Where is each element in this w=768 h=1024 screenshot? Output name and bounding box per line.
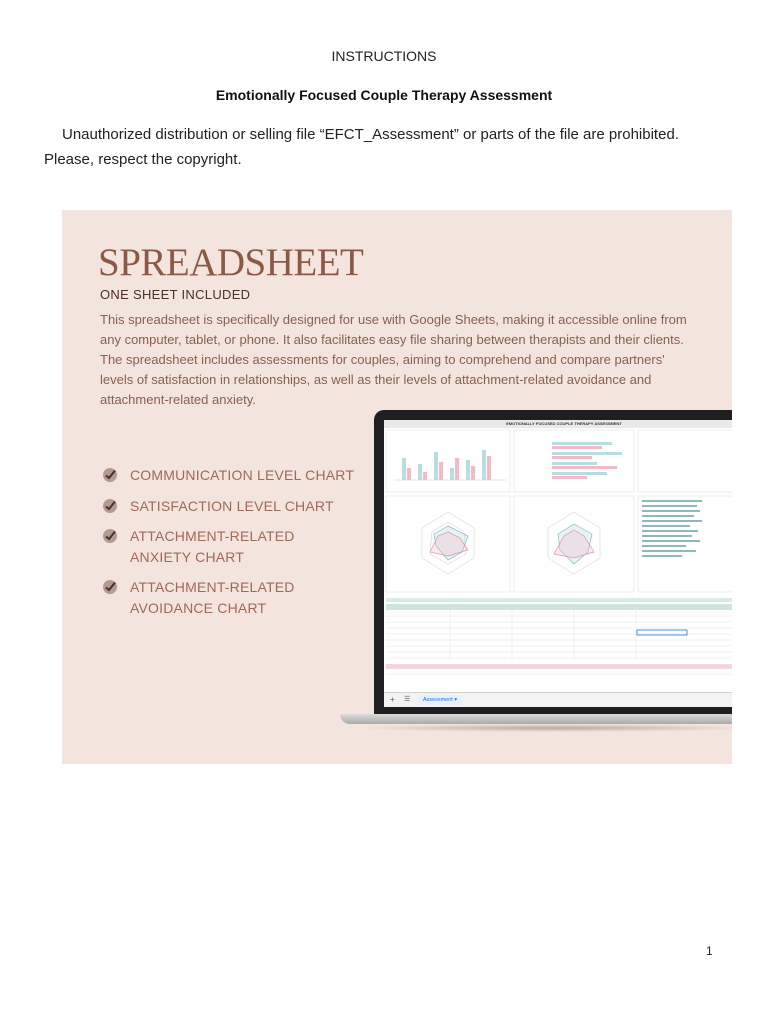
banner-title: SPREADSHEET: [98, 241, 364, 284]
feature-label: SATISFACTION LEVEL CHART: [130, 497, 334, 514]
feature-list: [102, 465, 372, 628]
laptop-bezel: [374, 410, 732, 715]
page-number: 1: [706, 944, 713, 958]
laptop-base: [340, 714, 732, 724]
feature-item: [102, 577, 305, 618]
sheet-title: EMOTIONALLY FOCUSED COUPLE THERAPY ASSESSMENT: [384, 420, 732, 428]
feature-label: ATTACHMENT-RELATED AVOIDANCE CHART: [130, 579, 295, 616]
feature-item: [102, 496, 372, 517]
copyright-notice: Unauthorized distribution or selling file “EFCT_Assessment” or parts of the file are prohibited. Please, respect the copyright.: [44, 126, 679, 168]
banner-subtitle: ONE SHEET INCLUDED: [100, 287, 251, 302]
check-icon: [102, 528, 118, 544]
add-sheet-icon: +: [390, 695, 395, 704]
product-banner: [62, 210, 732, 764]
feature-item: [102, 465, 372, 486]
check-icon: [102, 498, 118, 514]
sheet-list-icon: ☰: [404, 696, 411, 703]
feature-label: COMMUNICATION LEVEL CHART: [130, 467, 355, 483]
spreadsheet-screenshot: [384, 420, 732, 707]
doc-title: Emotionally Focused Couple Therapy Assessment: [215, 87, 553, 103]
banner-description: This spreadsheet is specifically designed for use with Google Sheets, making it accessible online from any computer, tablet, or phone. It also facilitates easy file sharing between therapists and their clients. The spreadsheet includes assessments for couples, aiming to comprehend and compare partners' levels of satisfaction in relationships, as well as their levels of attachment-related avoidance and attachment-related anxiety.: [100, 312, 687, 407]
feature-item: [102, 526, 305, 567]
doc-heading: INSTRUCTIONS: [331, 48, 437, 64]
check-icon: [102, 467, 118, 483]
sheet-tab-assessment: Assessment ▾: [418, 695, 462, 705]
laptop-shadow: [354, 724, 732, 732]
check-icon: [102, 579, 118, 595]
laptop-mockup: [374, 410, 732, 740]
spreadsheet-preview: [384, 428, 732, 693]
sheet-tab-bar: [384, 692, 732, 707]
feature-label: ATTACHMENT-RELATED ANXIETY CHART: [130, 528, 295, 565]
